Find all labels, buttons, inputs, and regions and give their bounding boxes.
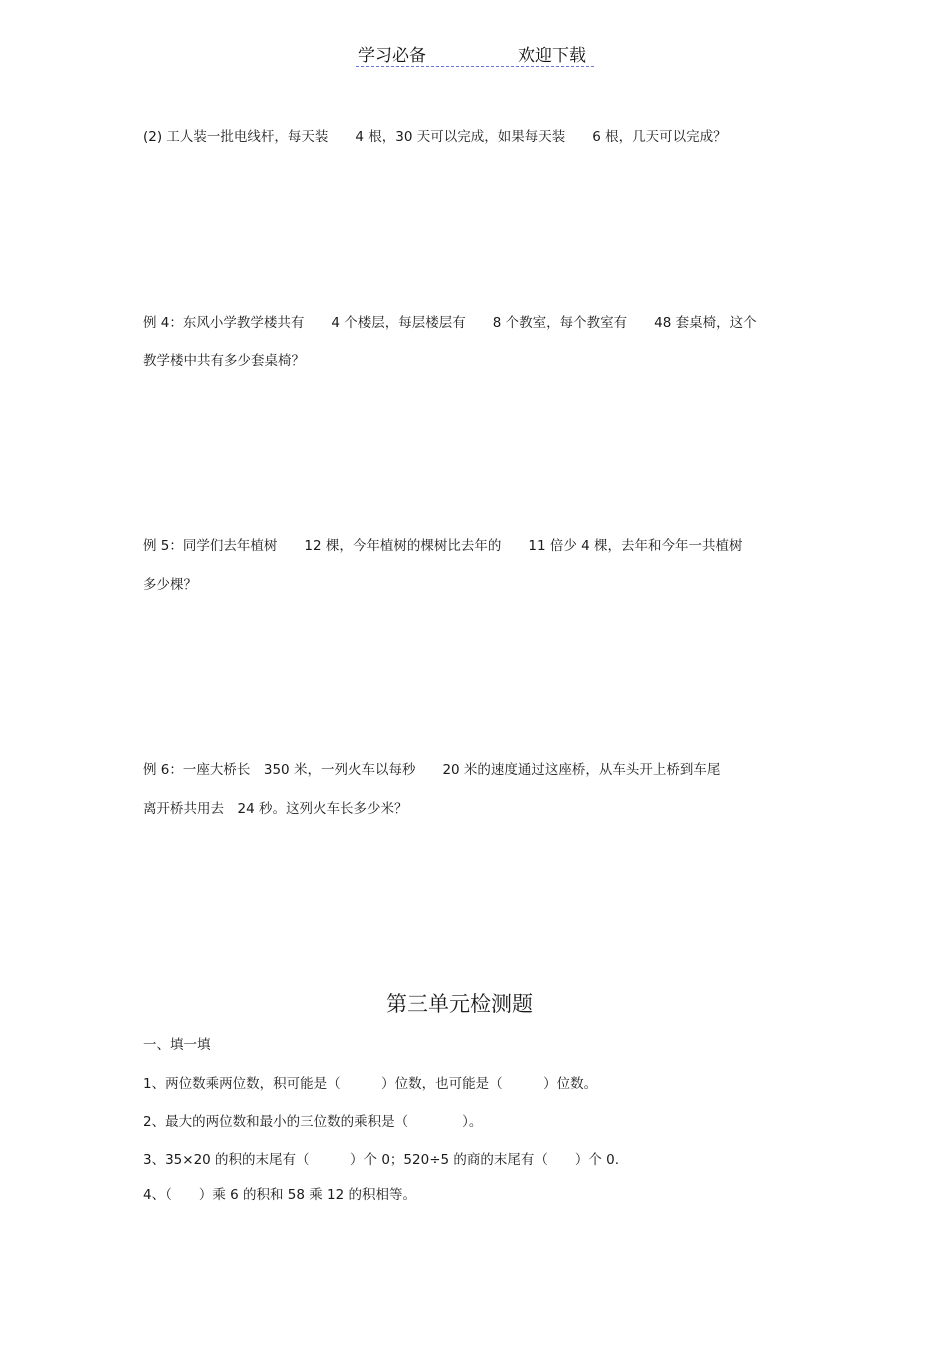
header-left-text: 学习必备: [358, 46, 426, 66]
page-header: [356, 40, 594, 67]
example-6-line-1: 例 6：一座大桥长 350 米，一列火车以每秒 20 米的速度通过这座桥，从车头开上桥到车尾: [143, 762, 721, 778]
question-3: 3、35×20 的积的末尾有（ ）个 0；520÷5 的商的末尾有（ ）个 0.: [143, 1152, 620, 1168]
problem-2: (2) 工人装一批电线杆，每天装 4 根，30 天可以完成，如果每天装 6 根，几天可以完成？: [143, 129, 727, 145]
question-4: 4、（ ）乘 6 的积和 58 乘 12 的积相等。: [143, 1187, 417, 1203]
question-1: 1、两位数乘两位数，积可能是（ ）位数，也可能是（ ）位数。: [143, 1076, 598, 1092]
question-2: 2、最大的两位数和最小的三位数的乘积是（ ）。: [143, 1114, 483, 1130]
section-heading-fill: 一、填一填: [143, 1037, 211, 1053]
example-4-line-1: 例 4：东风小学教学楼共有 4 个楼层，每层楼层有 8 个教室，每个教室有 48 套桌椅，这个: [143, 315, 757, 331]
example-6-line-2: 离开桥共用去 24 秒。这列火车长多少米？: [143, 801, 408, 817]
example-4-line-2: 教学楼中共有多少套桌椅？: [143, 353, 305, 369]
unit-title: 第三单元检测题: [386, 992, 533, 1016]
header-right-text: 欢迎下载: [518, 46, 586, 66]
example-5-line-2: 多少棵？: [143, 577, 197, 593]
example-5-line-1: 例 5：同学们去年植树 12 棵，今年植树的棵树比去年的 11 倍少 4 棵，去年和今年一共植树: [143, 538, 743, 554]
